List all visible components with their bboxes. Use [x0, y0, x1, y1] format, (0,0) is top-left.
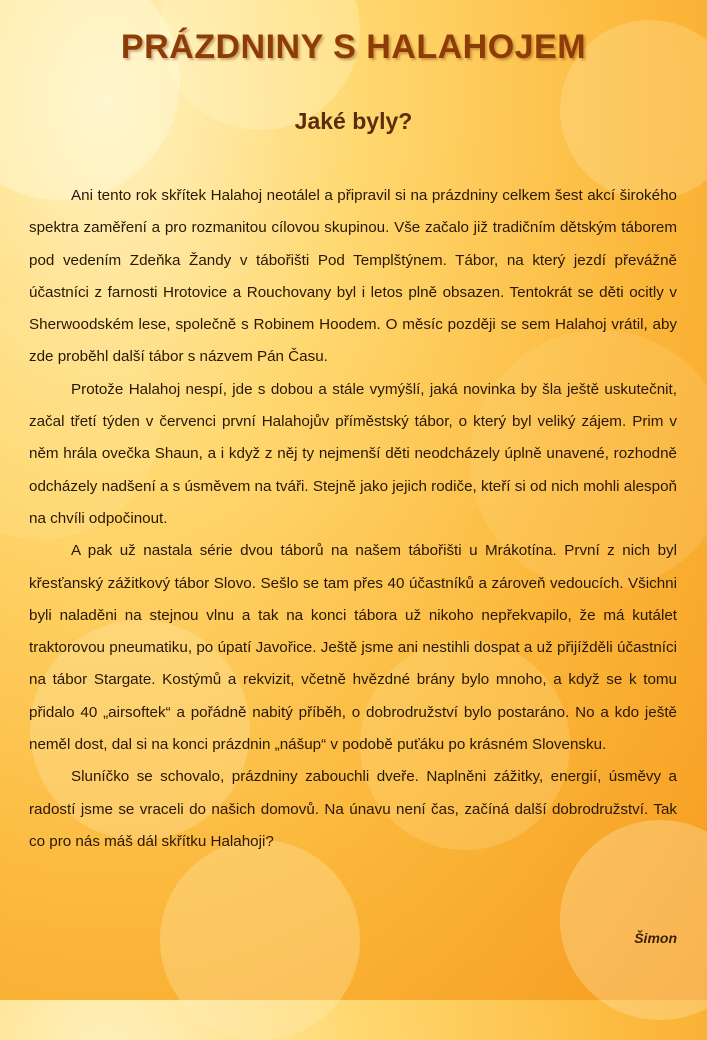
paragraph: Sluníčko se schovalo, prázdniny zabouchli dveře. Naplněni zážitky, energií, úsměvy a radostí jsme se vraceli do našich domovů. Na únavu není čas, začíná další dobrodružství. Tak co pro nás máš dál skřítku Halahoji? — [29, 768, 677, 850]
paragraph: A pak už nastala série dvou táborů na našem tábořišti u Mrákotína. První z nich byl křesťanský zážitkový tábor Slovo. Sešlo se tam přes 40 účastníků a zároveň vedoucích. Všichni byli naladěni na stejnou vlnu a tak na konci tábora už nikoho nepřekvapilo, že má kutálet traktorovou pneumatiku, po úpatí Javořice. Ještě jsme ani nestihli dospat a už přijížděli účastníci na tábor Stargate. Kostýmů a rekvizit, včetně hvězdné brány bylo mnoho, a když se k tomu přidalo 40 „airsoftek“ a pořádně nabitý příběh, o dobrodružství bylo postaráno. No a kdo ještě neměl dost, dal si na konci prázdnin „nášup“ v podobě puťáku po krásném Slovensku. — [29, 542, 677, 754]
page-title: PRÁZDNINY S HALAHOJEM — [120, 28, 587, 66]
article-body — [29, 180, 677, 858]
paragraph: Ani tento rok skřítek Halahoj neotálel a připravil si na prázdniny celkem šest akcí širokého spektra zaměření a pro rozmanitou cílovou skupinou. Vše začalo již tradičním dětským táborem pod vedením Zdeňka Žandy v tábořišti Pod Templštýnem. Tábor, na který jezdí převážně účastníci z farnosti Hrotovice a Rouchovany byl i letos plně obsazen. Tentokrát se děti ocitly v Sherwoodském lese, společně s Robinem Hoodem. O měsíc později se sem Halahoj vrátil, aby zde proběhl další tábor s názvem Pán Času. — [29, 187, 677, 366]
paragraph: Protože Halahoj nespí, jde s dobou a stále vymýšlí, jaká novinka by šla ještě uskutečnit, začal třetí týden v červenci první Halahojův příměstský tábor, o který byl veliký zájem. Prim v něm hrála ovečka Shaun, a i když z něj ty nejmenší děti neodcházely úplně unavené, rozhodně odcházely nadšení a s úsměvem na tváři. Stejně jako jejich rodiče, kteří si od nich mohli alespoň na chvíli odpočinout. — [29, 380, 677, 527]
page-subtitle: Jaké byly? — [294, 108, 413, 134]
author-signature: Šimon — [634, 930, 677, 946]
